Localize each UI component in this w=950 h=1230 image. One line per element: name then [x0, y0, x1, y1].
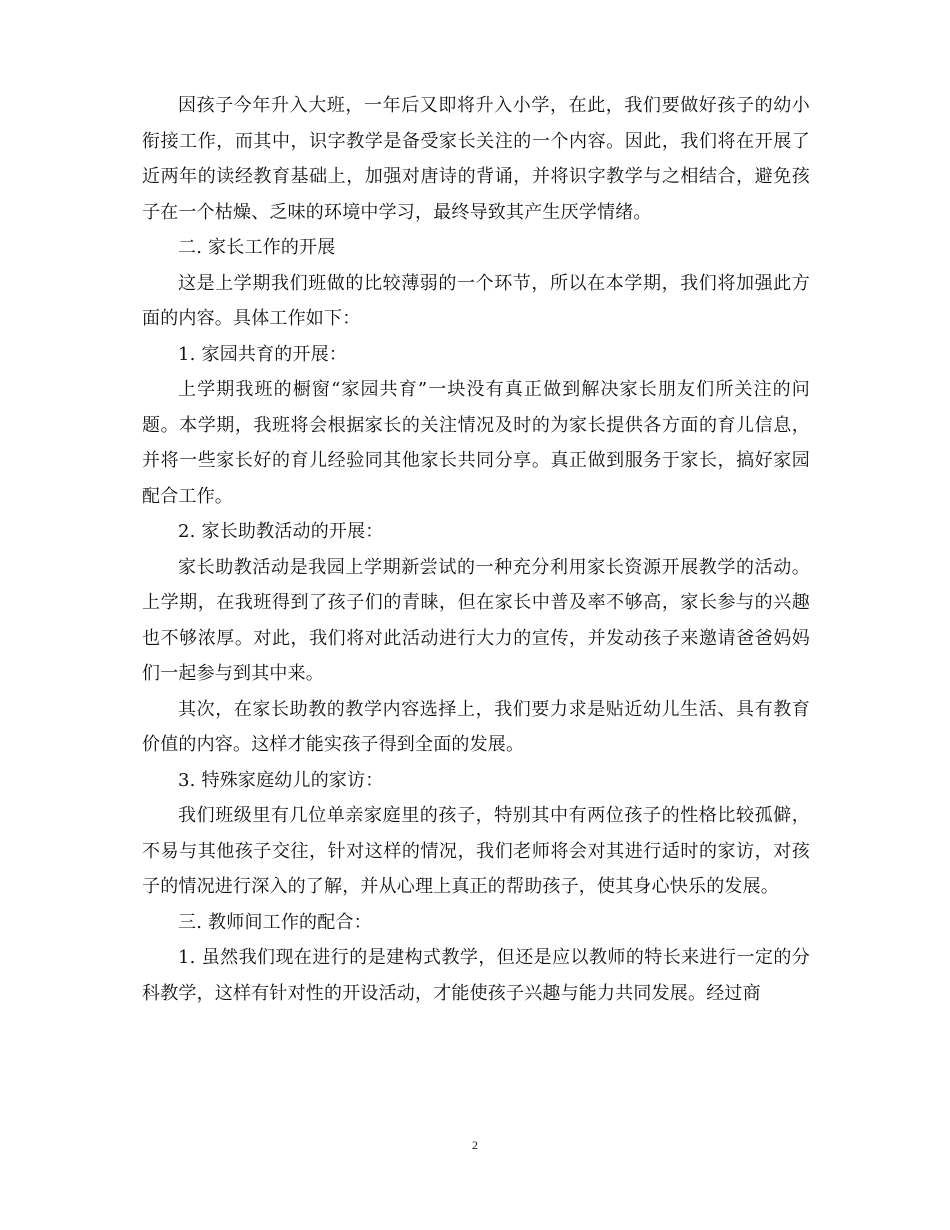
- subheading-parent-assist: 2. 家长助教活动的开展：: [178, 521, 384, 542]
- document-body: [142, 88, 810, 1011]
- paragraph-parent-assist-content: 其次，在家长助教的教学内容选择上，我们要力求是贴近幼儿生活、具有教育价值的内容。这样才能实孩子得到全面的发展。: [142, 698, 810, 755]
- heading-teacher-cooperation: 三. 教师间工作的配合：: [178, 911, 372, 933]
- paragraph-parent-assist: 家长助教活动是我园上学期新尝试的一种充分利用家长资源开展教学的活动。上学期，在我班得到了孩子们的青睐，但在家长中普及率不够高，家长参与的兴趣也不够浓厚。对此，我们将对此活动进行大力的宣传，并发动孩子来邀请爸爸妈妈们一起参与到其中来。: [142, 556, 810, 684]
- heading-parent-work: 二. 家长工作的开展: [178, 237, 336, 258]
- paragraph-transition-intro: 因孩子今年升入大班，一年后又即将升入小学，在此，我们要做好孩子的幼小衔接工作，而其中，识字教学是备受家长关注的一个内容。因此，我们将在开展了近两年的读经教育基础上，加强对唐诗的背诵，并将识字教学与之相结合，避免孩子在一个枯燥、乏味的环境中学习，最终导致其产生厌学情绪。: [142, 95, 810, 223]
- paragraph-home-visits: 我们班级里有几位单亲家庭里的孩子，特别其中有两位孩子的性格比较孤僻，不易与其他孩子交往，针对这样的情况，我们老师将会对其进行适时的家访，对孩子的情况进行深入的了解，并从心理上真正的帮助孩子，使其身心快乐的发展。: [142, 805, 810, 897]
- page-number: 2: [472, 1138, 478, 1152]
- paragraph-teacher-cooperation: 1. 虽然我们现在进行的是建构式教学，但还是应以教师的特长来进行一定的分科教学，这样有针对性的开设活动，才能使孩子兴趣与能力共同发展。经过商: [142, 947, 810, 1004]
- subheading-home-school: 1. 家园共育的开展：: [178, 343, 348, 365]
- paragraph-parent-work-intro: 这是上学期我们班做的比较薄弱的一个环节，所以在本学期，我们将加强此方面的内容。具体工作如下：: [142, 272, 810, 329]
- subheading-home-visits: 3. 特殊家庭幼儿的家访：: [178, 769, 384, 791]
- paragraph-home-school: 上学期我班的橱窗“家园共育”一块没有真正做到解决家长朋友们所关注的问题。本学期，我班将会根据家长的关注情况及时的为家长提供各方面的育儿信息，并将一些家长好的育儿经验同其他家长共同分享。真正做到服务于家长，搞好家园配合工作。: [142, 379, 810, 507]
